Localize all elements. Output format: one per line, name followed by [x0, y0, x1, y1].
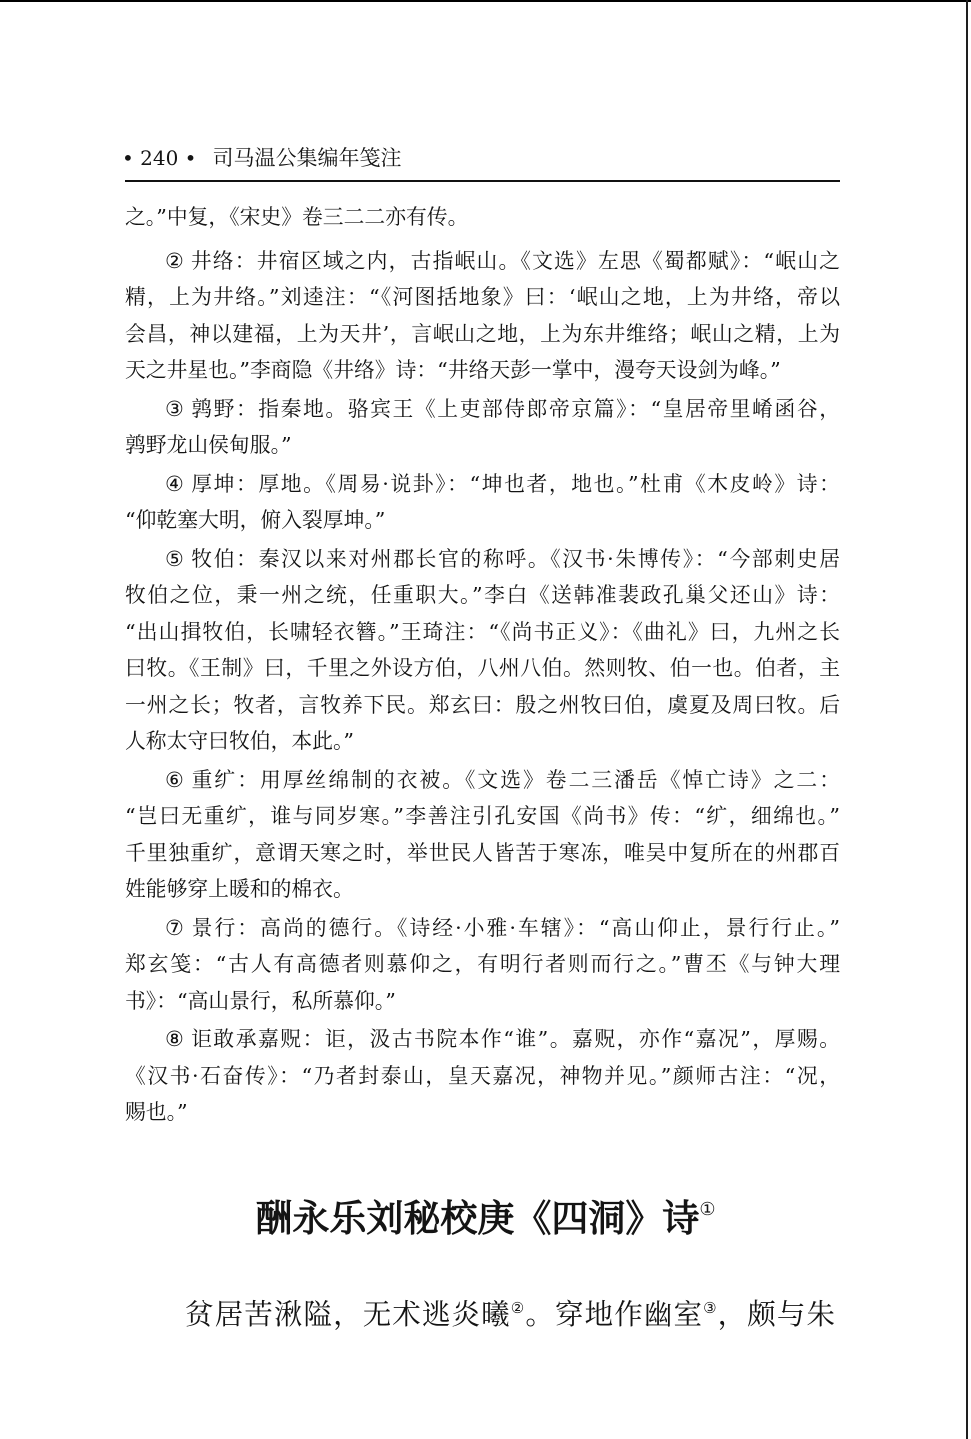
note-2	[125, 243, 840, 389]
note-number: ②	[165, 248, 185, 273]
note-line: 曰牧。《王制》曰，千里之外设方伯，八州八伯。然则牧、伯一也。伯者，主	[125, 656, 840, 680]
note-line: 《汉书·石奋传》：“乃者封泰山，皇天嘉况，神物并见。”颜师古注：“况，	[125, 1063, 840, 1088]
note-line	[125, 910, 840, 947]
page-number: • 240 •	[122, 146, 197, 170]
note-number: ④	[165, 471, 186, 496]
poem-line	[185, 1288, 835, 1331]
running-header	[122, 144, 401, 172]
note-line: 郑玄笺：“古人有高德者则慕仰之，有明行者则而行之。”曹丕《与钟大理	[125, 952, 840, 976]
note-4	[125, 466, 840, 539]
note-line: 千里独重纩，意谓天寒之时，举世民人皆苦于寒冻，唯吴中复所在的州郡百	[125, 840, 840, 865]
note-line	[125, 466, 840, 503]
note-text: 厚坤：厚地。《周易·说卦》：“坤也者，地也。”杜甫《木皮岭》诗：	[191, 471, 840, 496]
note-text: 讵敢承嘉贶：讵，汲古书院本作“谁”。嘉贶，亦作“嘉况”，厚赐。	[191, 1027, 840, 1051]
note-line	[125, 391, 840, 428]
note-text: 景行：高尚的德行。《诗经·小雅·车辖》：“高山仰止，景行行止。”	[191, 915, 840, 940]
note-number: ⑥	[165, 767, 186, 792]
note-line: “出山揖牧伯，长啸轻衣簪。”王琦注：“《尚书正义》：《曲礼》曰，九州之长	[125, 619, 840, 644]
note-line: “仰乾塞大明，俯入裂厚坤。”	[125, 508, 386, 532]
poem-text: 贫居苦湫隘，无术逃炎曦	[185, 1298, 511, 1331]
note-5	[125, 541, 840, 760]
note-7	[125, 910, 840, 1020]
poem-text: 。穿地作幽室	[525, 1298, 704, 1331]
note-line	[125, 762, 840, 799]
note-line: 鹑野龙山侯甸服。”	[125, 433, 292, 457]
note-line: 精，上为井络。”刘逵注：“《河图括地象》曰：‘岷山之地，上为井络，帝以	[125, 285, 840, 309]
note-8	[125, 1021, 840, 1131]
note-6	[125, 762, 840, 908]
poem-title-footnote-mark: ①	[699, 1199, 716, 1220]
note-text: 牧伯：秦汉以来对州郡长官的称呼。《汉书·朱博传》：“今部刺史居	[191, 546, 840, 571]
note-number: ⑦	[165, 915, 186, 940]
note-text: 井络：井宿区域之内，古指岷山。《文选》左思《蜀都赋》：“岷山之	[190, 248, 840, 273]
note-line: 书》：“高山景行，私所慕仰。”	[125, 988, 396, 1013]
note-3	[125, 391, 840, 464]
scan-edge-top	[0, 0, 971, 2]
note-text: 重纩：用厚丝绵制的衣被。《文选》卷二三潘岳《悼亡诗》之二：	[191, 767, 840, 792]
note-line: “岂曰无重纩，谁与同岁寒。”李善注引孔安国《尚书》传：“纩，细绵也。”	[125, 804, 840, 828]
poem-title-text: 酬永乐刘秘校庚《四洞》诗	[255, 1196, 700, 1240]
poem-footnote-mark: ③	[703, 1299, 718, 1317]
note-line	[125, 1021, 840, 1058]
note-text: 鹑野：指秦地。骆宾王《上吏部侍郎帝京篇》：“皇居帝里崤函谷，	[191, 396, 840, 421]
note-line: 一州之长；牧者，言牧养下民。郑玄曰：殷之州牧曰伯，虞夏及周曰牧。后	[125, 692, 840, 717]
note-line: 赐也。”	[125, 1100, 188, 1124]
note-line: 姓能够穿上暖和的棉衣。	[125, 877, 354, 901]
note-line	[125, 541, 840, 578]
header-rule	[125, 180, 840, 182]
note-line: 牧伯之位，秉一州之统，任重职大。”李白《送韩准裴政孔巢父还山》诗：	[125, 583, 840, 607]
note-line: 天之井星也。”李商隐《井络》诗：“井络天彭一掌中，漫夸天设剑为峰。”	[125, 358, 781, 382]
note-line: 之。”中复，《宋史》卷三二二亦有传。	[125, 205, 469, 229]
note-number: ⑤	[165, 546, 186, 571]
book-title: 司马温公集编年笺注	[212, 146, 402, 170]
poem-text: ，颇与朱	[717, 1298, 835, 1331]
note-line	[125, 243, 840, 280]
poem-footnote-mark: ②	[510, 1299, 526, 1317]
note-continuation	[125, 199, 840, 236]
annotation-notes	[125, 199, 840, 1131]
note-line: 会昌，神以建福，上为天井’，言岷山之地，上为东井维络；岷山之精，上为	[125, 321, 840, 346]
note-line: 人称太守曰牧伯，本此。”	[125, 729, 354, 753]
poem-title	[0, 1186, 971, 1240]
note-number: ⑧	[165, 1027, 186, 1051]
note-number: ③	[165, 396, 186, 421]
